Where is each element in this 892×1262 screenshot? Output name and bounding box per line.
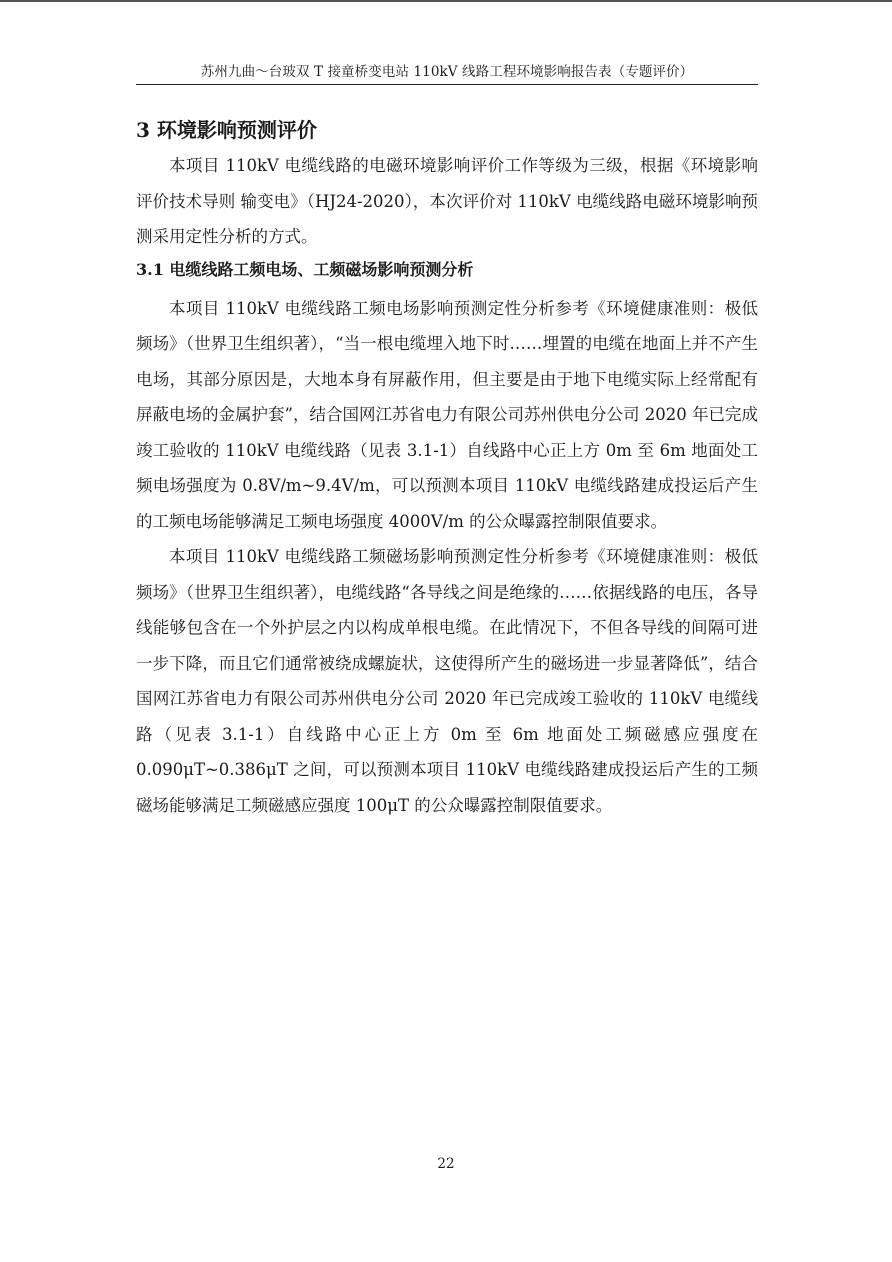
electric-field-paragraph: 本项目 110kV 电缆线路工频电场影响预测定性分析参考《环境健康准则：极低频场》（世界卫生组织著），“当一根电缆埋入地下时……埋置的电缆在地面上并不产生电场，其部分原因是，大地本身有屏蔽作用，但主要是由于地下电缆实际上经常配有屏蔽电场的金属护套”，结合国网江苏省电力有限公司苏州供电分公司 2020 年已完成竣工验收的 110kV 电缆线路（见表 3.1-1）自线路中心正上方 0m 至 6m 地面处工频电场强度为 0.8V/m~9.4V/m，可以预测本项目 110kV 电缆线路建成投运后产生的工频电场能够满足工频电场强度 4000V/m 的公众曝露控制限值要求。 bbox=[136, 298, 758, 531]
page-number: 22 bbox=[437, 1156, 455, 1172]
running-header: 苏州九曲～台玻双 T 接童桥变电站 110kV 线路工程环境影响报告表（专题评价） bbox=[200, 64, 694, 80]
page-content bbox=[136, 114, 758, 823]
magnetic-field-paragraph: 本项目 110kV 电缆线路工频磁场影响预测定性分析参考《环境健康准则：极低频场》（世界卫生组织著），电缆线路“各导线之间是绝缘的……依据线路的电压，各导线能够包含在一个外护层之内以构成单根电缆。在此情况下，不但各导线的间隔可进一步下降，而且它们通常被绕成螺旋状，这使得所产生的磁场进一步显著降低”，结合国网江苏省电力有限公司苏州供电分公司 2020 年已完成竣工验收的 110kV 电缆线路（见表 3.1-1）自线路中心正上方 0m 至 6m 地面处工频磁感应强度在 0.090μT~0.386μT 之间，可以预测本项目 110kV 电缆线路建成投运后产生的工频磁场能够满足工频磁感应强度 100μT 的公众曝露控制限值要求。 bbox=[136, 547, 758, 815]
subsection-heading: 3.1 电缆线路工频电场、工频磁场影响预测分析 bbox=[136, 259, 474, 279]
top-border bbox=[0, 0, 892, 2]
section-heading: 3 环境影响预测评价 bbox=[136, 118, 317, 142]
intro-paragraph: 本项目 110kV 电缆线路的电磁环境影响评价工作等级为三级，根据《环境影响评价技术导则 输变电》（HJ24-2020），本次评价对 110kV 电缆线路电磁环境影响预测采用定性分析的方式。 bbox=[136, 156, 758, 246]
header-rule bbox=[136, 84, 758, 85]
